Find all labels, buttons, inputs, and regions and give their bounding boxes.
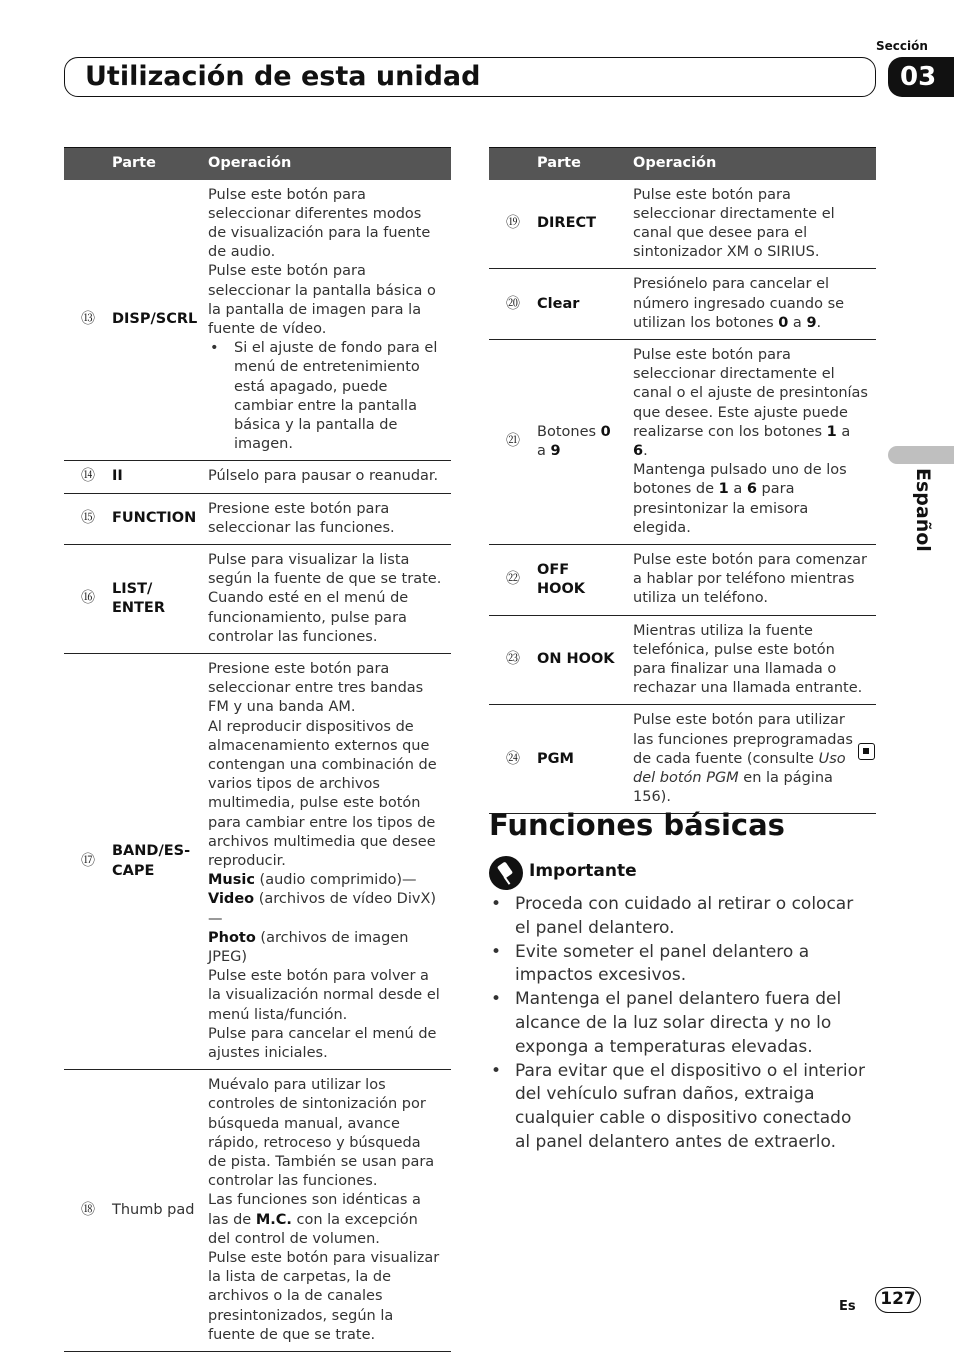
operation-text: Presione este botón para seleccionar entre tres bandas FM y una banda AM. Al reproducir dispositivos de almacenamiento externos que contengan una combinación de varios tipos de archivos multimedia, pulse este botón para cambiar entre los tipos de archivos multimedia que desee reproducir. Music (audio comprimido)— Video (archivos de vídeo DivX)— Photo (archivos de imagen JPEG) Pulse este botón para volver a la visualización normal desde el menú lista/función. Pulse para cancelar el menú de ajustes iniciales.: [208, 653, 451, 1069]
table-row: [64, 493, 451, 544]
end-square-icon: [858, 743, 875, 760]
part-name: LIST/ ENTER: [112, 544, 208, 653]
section-number: 03: [888, 57, 954, 97]
part-name: PGM: [537, 705, 633, 814]
important-label: Importante: [529, 861, 637, 881]
operation-text: Muévalo para utilizar los controles de sintonización por búsqueda manual, avance rápido, retroceso y búsqueda de pista. También se usan para controlar las funciones. Las funciones son idénticas a las de M.C. con la excepción del control de volumen. Pulse este botón para visualizar la lista de carpetas, la de archivos o la de canales presintonizados, según la fuente de que se trate.: [208, 1070, 451, 1352]
col-header-part: Parte: [112, 148, 208, 180]
operation-text: Pulse este botón para utilizar las funciones preprogramadas de cada fuente (consulte Uso del botón PGM en la página 156).: [633, 705, 876, 814]
table-row: [489, 615, 876, 705]
important-notes-list: [489, 893, 869, 1155]
row-number: ⑰: [64, 653, 112, 1069]
page-number: 127: [875, 1287, 921, 1313]
table-row: [64, 1070, 451, 1352]
language-label: Español: [912, 468, 934, 552]
table-row: [489, 705, 876, 814]
row-number: ⑮: [64, 493, 112, 544]
col-header-part: Parte: [537, 148, 633, 180]
part-name: OFF HOOK: [537, 544, 633, 615]
part-name: Botones 0 a 9: [537, 339, 633, 544]
operation-text: Pulse este botón para seleccionar directamente el canal o el ajuste de presintonías que desee. Este ajuste puede realizarse con los botones 1 a 6. Mantenga pulsado uno de los botones de 1 a 6 para presintonizar la emisora elegida.: [633, 339, 876, 544]
table-row: [64, 653, 451, 1069]
part-name: ON HOOK: [537, 615, 633, 705]
col-header-operation: Operación: [633, 148, 876, 180]
table-row: [489, 339, 876, 544]
part-name: FUNCTION: [112, 493, 208, 544]
operation-text: Pulse para visualizar la lista según la fuente de que se trate. Cuando esté en el menú de funcionamiento, pulse para controlar las funciones.: [208, 544, 451, 653]
operation-text: Púlselo para pausar o reanudar.: [208, 461, 451, 493]
section-label: Sección: [876, 39, 928, 53]
section-heading: Funciones básicas: [489, 808, 785, 842]
col-header-operation: Operación: [208, 148, 451, 180]
row-number: ㉓: [489, 615, 537, 705]
row-number: ㉑: [489, 339, 537, 544]
row-number: ⑭: [64, 461, 112, 493]
pause-symbol: II: [112, 461, 208, 493]
operation-text: Pulse este botón para comenzar a hablar por teléfono mientras utiliza un teléfono.: [633, 544, 876, 615]
table-row: [489, 544, 876, 615]
bullet-item: • Si el ajuste de fondo para el menú de entretenimiento está apagado, puede cambiar entre la pantalla básica y la pantalla de imagen.: [210, 340, 438, 453]
part-name: Clear: [537, 269, 633, 340]
row-number: ⑯: [64, 544, 112, 653]
operation-text: Mientras utiliza la fuente telefónica, pulse este botón para finalizar una llamada o rechazar una llamada entrante.: [633, 615, 876, 705]
operation-text: Pulse este botón para seleccionar directamente el canal que desee para el sintonizador XM o SIRIUS.: [633, 180, 876, 269]
row-number: ⑲: [489, 180, 537, 269]
list-item: • Proceda con cuidado al retirar o colocar el panel delantero.: [491, 894, 854, 938]
operation-text: Presione este botón para seleccionar las funciones.: [208, 493, 451, 544]
table-row: [489, 180, 876, 269]
part-name: Thumb pad: [112, 1070, 208, 1352]
table-row: [64, 544, 451, 653]
row-number: ⑱: [64, 1070, 112, 1352]
important-pushpin-icon: [489, 856, 523, 890]
row-number: ⑳: [489, 269, 537, 340]
operation-text: Pulse este botón para seleccionar diferentes modos de visualización para la fuente de audio. Pulse este botón para seleccionar la pantalla básica o la pantalla de imagen para la fuente de vídeo. • Si el ajuste de fondo para el menú de entretenimiento está apagado, puede cambiar entre la pantalla básica y la pantalla de imagen.: [208, 180, 451, 461]
part-name: BAND/ES- CAPE: [112, 653, 208, 1069]
chapter-title-bar: [64, 57, 876, 97]
list-item: • Mantenga el panel delantero fuera del alcance de la luz solar directa y no lo exponga a temperaturas elevadas.: [491, 989, 842, 1057]
table-row: [64, 461, 451, 493]
footer-language: Es: [839, 1299, 856, 1314]
list-item: • Evite someter el panel delantero a impactos excesivos.: [491, 941, 810, 986]
row-number: ㉒: [489, 544, 537, 615]
table-row: [64, 180, 451, 461]
chapter-title: Utilización de esta unidad: [85, 61, 481, 92]
operation-text: Presiónelo para cancelar el número ingresado cuando se utilizan los botones 0 a 9.: [633, 269, 876, 340]
language-tab: [888, 446, 954, 464]
operations-table-left: [64, 147, 451, 1352]
row-number: ⑬: [64, 180, 112, 461]
row-number: ㉔: [489, 705, 537, 814]
table-row: [489, 269, 876, 340]
operations-table-right: [489, 147, 876, 814]
part-name: DISP/SCRL: [112, 180, 208, 461]
list-item: • Para evitar que el dispositivo o el interior del vehículo sufran daños, extraiga cualquier cable o dispositivo conectado al panel delantero antes de extraerlo.: [491, 1060, 865, 1152]
part-name: DIRECT: [537, 180, 633, 269]
